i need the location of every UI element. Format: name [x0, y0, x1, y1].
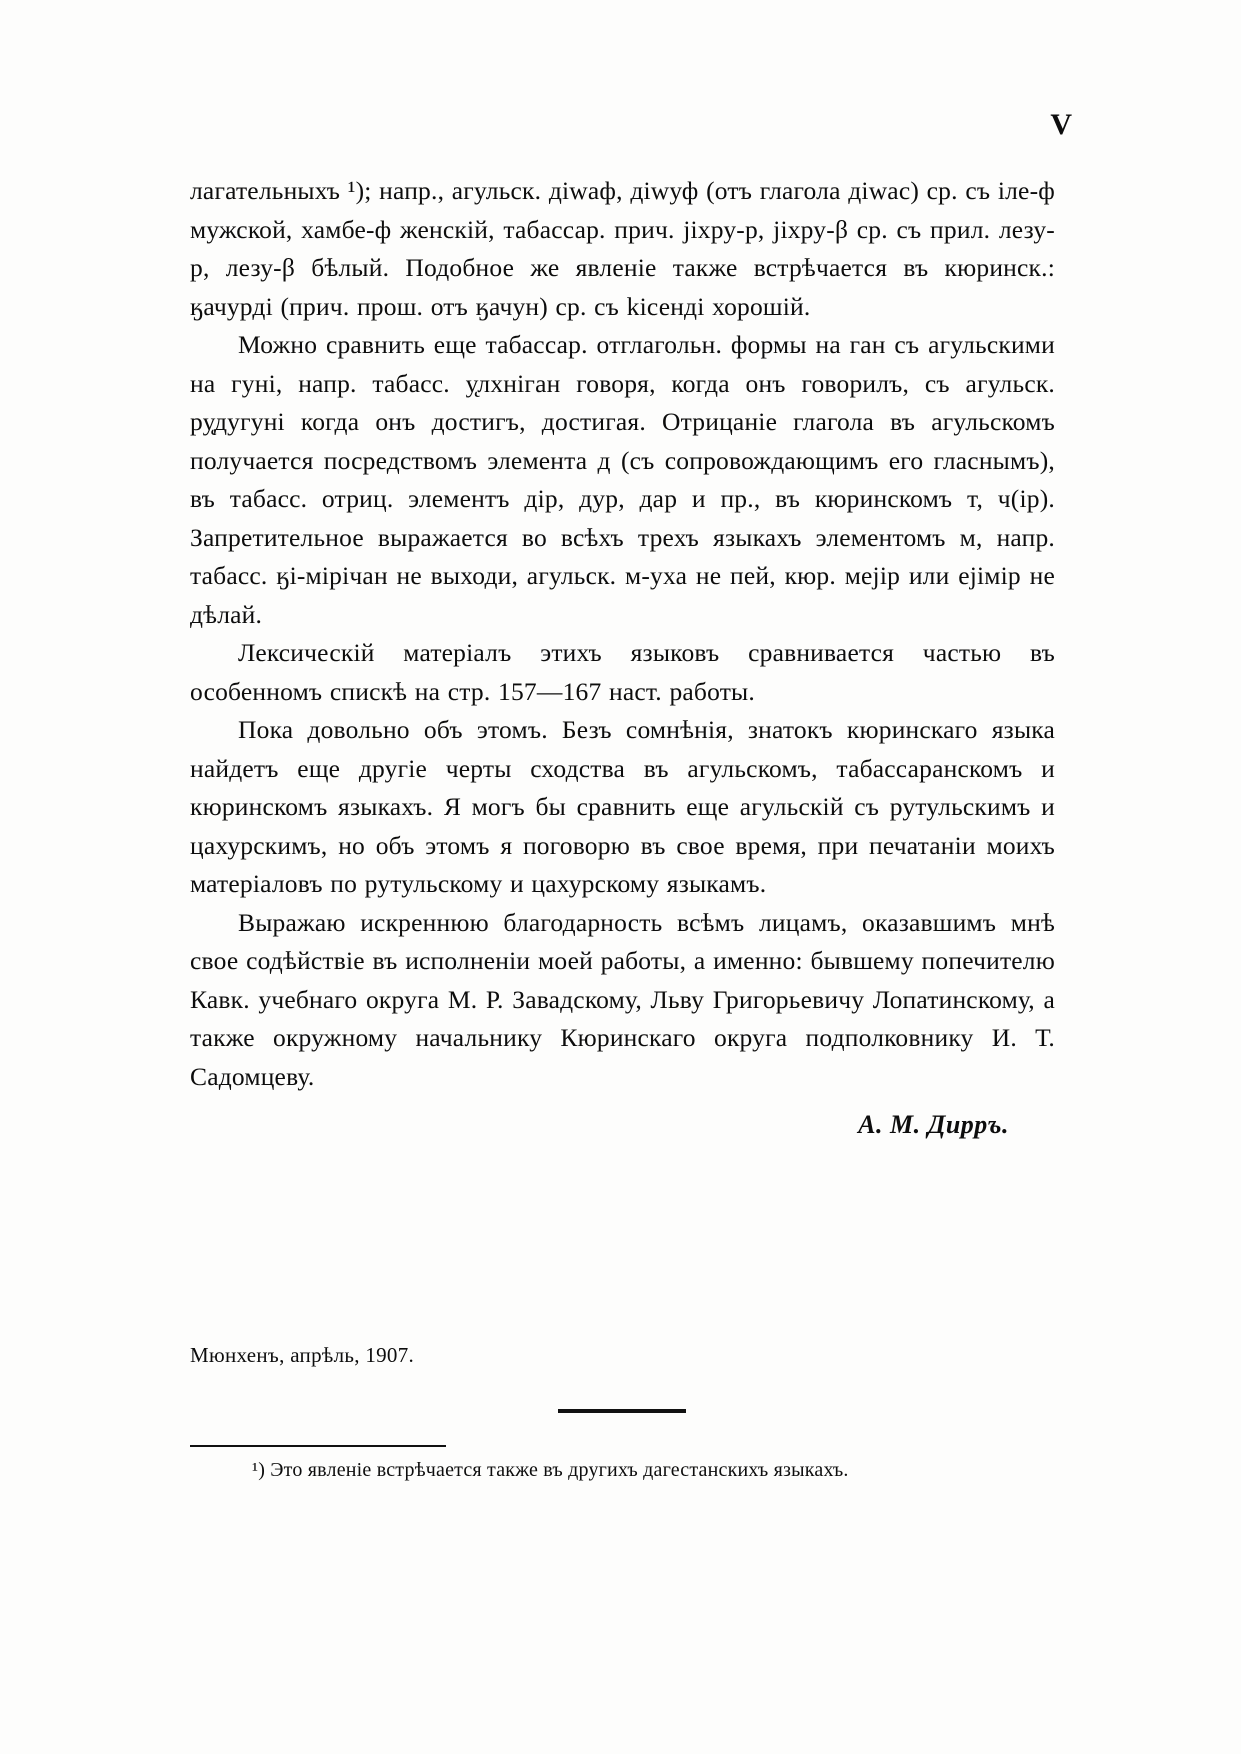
- place-and-date: Мюнхенъ, апрѣль, 1907.: [190, 1343, 415, 1367]
- footnote-divider: [190, 1445, 446, 1447]
- footnote-text: ¹) Это явленіе встрѣчается также въ другихъ дагестанскихъ языкахъ.: [252, 1459, 849, 1481]
- page-number: V: [1050, 108, 1073, 141]
- paragraph-3: Лексическій матеріалъ этихъ языковъ сравнивается частью въ особенномъ спискѣ на стр. 157—167 наст. работы.: [190, 638, 1055, 706]
- paragraph-5: Выражаю искреннюю благодарность всѣмъ лицамъ, оказавшимъ мнѣ свое содѣйствіе въ исполненіи моей работы, а именно: бывшему попечителю Кавк. учебнаго округа М. Р. Завадскому, Льву Григорьевичу Лопатинскому, а также окружному начальнику Кюринскаго округа подполковнику И. Т. Садомцеву.: [190, 907, 1055, 1091]
- body-text-column: [190, 172, 1055, 1140]
- section-divider: [558, 1409, 686, 1413]
- author-signature: А. М. Дирръ.: [858, 1110, 1009, 1139]
- paragraph-1: лагательныхъ ¹); напр., агульск. дiwаф, дiwуф (отъ глагола дiwас) ср. съ iле-ф мужской, хамбе-ф женскiй, табассар. прич. jіхру-р, jіхру-β ср. съ прил. лезу-р, лезу-β бѣлый. Подобное же явленіе также встрѣчается въ кюринск.: ӄачурдi (прич. прош. отъ ӄачун) ср. съ kісендi хорошiй.: [190, 176, 1055, 321]
- paragraph-2: Можно сравнить еще табассар. отглагольн. формы на ган съ агульскими на гунi, напр. табасс. у̨лхнiган говоря, когда онъ говорилъ, съ агульск. ру̨дугунi когда онъ достигъ, достигая. Отрицаніе глагола въ агульскомъ получается посредствомъ элемента д (съ сопровождающимъ его гласнымъ), въ табасс. отриц. элементъ дiр, дур, дар и пр., въ кюринскомъ т, ч(iр). Запретительное выражается во всѣхъ трехъ языкахъ элементомъ м, напр. табасс. ӄi-мiрiчан не выходи, агульск. м-уха не пей, кюр. меjiр или еjiмiр не дѣлай.: [190, 330, 1055, 629]
- paragraph-4: Пока довольно объ этомъ. Безъ сомнѣнія, знатокъ кюринскаго языка найдетъ еще другіе черты сходства въ агульскомъ, табассаранскомъ и кюринскомъ языкахъ. Я могъ бы сравнить еще агульскій съ рутульскимъ и цахурскимъ, но объ этомъ я поговорю въ свое время, при печатаніи моихъ матеріаловъ по рутульскому и цахурскому языкамъ.: [190, 715, 1055, 898]
